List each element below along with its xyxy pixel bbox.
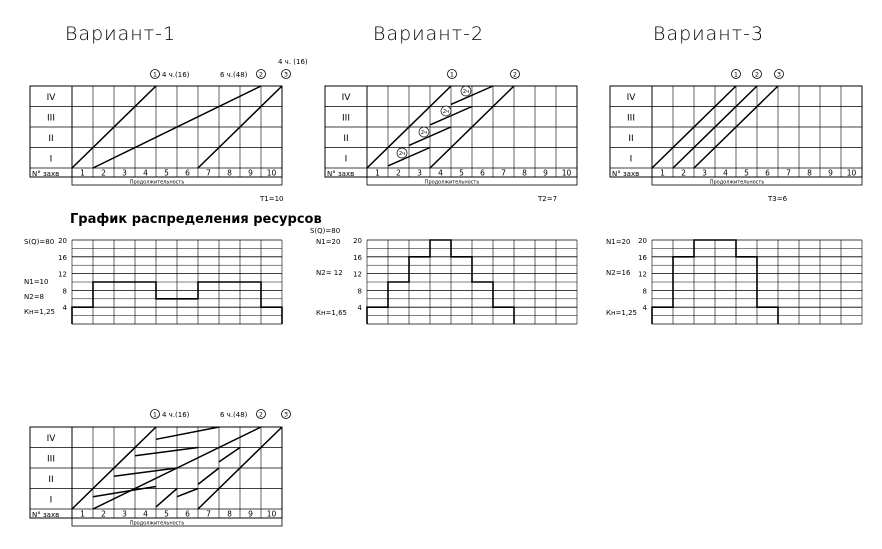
day-number: 7 [501, 168, 506, 178]
v1-stream-2-marker: 2 [258, 70, 264, 79]
day-number: 9 [248, 168, 253, 178]
duration-label: Продолжительность [709, 179, 765, 186]
v2-total-labor: S(Q)=80 [310, 227, 341, 235]
footer-label: N° захв [612, 170, 640, 178]
v1-total-labor: S(Q)=80 [24, 238, 55, 246]
resource-tick-label: 16 [638, 253, 647, 262]
day-number: 4 [143, 168, 148, 178]
variant-2-schedule [325, 86, 577, 186]
resource-tick-label: 4 [62, 304, 67, 313]
resource-tick-label: 20 [638, 237, 647, 245]
resource-tick-label: 4 [642, 304, 647, 313]
day-number: 3 [122, 509, 127, 519]
v1-note-second: 6 ч.(48) [220, 71, 248, 79]
v2-n1: N1=20 [316, 238, 341, 246]
day-number: 8 [807, 168, 812, 178]
resource-tick-label: 8 [357, 287, 362, 296]
v1-stream-1-marker: 1 [152, 70, 158, 79]
row-label: III [342, 113, 350, 124]
v2-crew-mark: 2ч [442, 109, 450, 115]
flow-line [156, 427, 219, 439]
v1-kn: Кн=1,25 [24, 308, 55, 316]
day-number: 6 [480, 168, 485, 178]
v3-n2: N2=16 [606, 269, 631, 277]
row-label: I [629, 154, 633, 165]
row-label: III [47, 113, 55, 124]
day-number: 8 [522, 168, 527, 178]
day-number: 5 [459, 168, 464, 178]
day-number: 9 [248, 509, 253, 519]
day-number: 5 [164, 168, 169, 178]
resource-tick-label: 16 [353, 253, 362, 262]
day-number: 5 [744, 168, 749, 178]
day-number: 3 [122, 168, 127, 178]
v3-kn: Кн=1,25 [606, 309, 637, 317]
v2-n2: N2= 12 [316, 269, 343, 277]
v1-note-first: 4 ч.(16) [162, 71, 190, 79]
footer-label: N° захв [32, 170, 60, 178]
footer-label: N° захв [327, 170, 355, 178]
v2-crew-mark: 2ч [420, 130, 428, 136]
flow-line [93, 486, 156, 496]
c-stream-3-marker: 3 [283, 410, 289, 419]
c-note-second: 6 ч.(48) [220, 411, 248, 419]
v2-total-duration: Т2=7 [538, 195, 558, 203]
resource-tick-label: 16 [58, 253, 67, 262]
flow-line [156, 489, 177, 507]
resource-tick-label: 12 [353, 270, 362, 279]
day-number: 2 [101, 509, 106, 519]
row-label: IV [341, 93, 351, 103]
v3-stream-3-marker: 3 [776, 70, 782, 79]
footer-label: N° захв [32, 511, 60, 519]
v2-stream-2-marker: 2 [512, 70, 518, 79]
resource-tick-label: 4 [357, 304, 362, 313]
v3-stream-2-marker: 2 [754, 70, 760, 79]
duration-label: Продолжительность [129, 520, 185, 527]
duration-label: Продолжительность [424, 179, 480, 186]
resource-tick-label: 20 [58, 237, 67, 245]
resource-chart-heading: График распределения ресурсов [70, 212, 322, 227]
day-number: 1 [660, 168, 665, 178]
day-number: 10 [846, 168, 857, 178]
v3-n1: N1=20 [606, 238, 631, 246]
row-label: III [47, 454, 55, 465]
resource-tick-label: 12 [58, 270, 67, 279]
day-number: 6 [185, 509, 190, 519]
day-number: 4 [438, 168, 443, 178]
v1-n1: N1=10 [24, 278, 49, 286]
day-number: 3 [417, 168, 422, 178]
variant-3-resource-labels [606, 238, 637, 317]
c-stream-2-marker: 2 [258, 410, 264, 419]
v2-crew-mark: 2ч [462, 89, 470, 95]
v1-n2: N2=8 [24, 293, 45, 301]
row-label: I [344, 154, 348, 165]
combined-annotations [151, 410, 291, 420]
flow-line [198, 468, 219, 484]
row-label: IV [46, 93, 56, 103]
row-label: I [49, 495, 53, 506]
variant-3-schedule [610, 86, 862, 186]
row-label: II [48, 134, 54, 144]
variant-2-resource-labels [310, 227, 347, 317]
resource-tick-label: 8 [62, 287, 67, 296]
row-label: I [49, 154, 53, 165]
variant-2-resource-chart [353, 237, 577, 324]
day-number: 6 [185, 168, 190, 178]
v2-kn: Кн=1,65 [316, 309, 347, 317]
variant-1-resource-labels [24, 238, 55, 316]
v3-total-duration: Т3=6 [768, 195, 788, 203]
c-stream-1-marker: 1 [152, 410, 158, 419]
v1-total-duration: Т1=10 [260, 195, 284, 203]
day-number: 1 [80, 509, 85, 519]
variant-1-resource-chart [58, 237, 282, 324]
day-number: 8 [227, 168, 232, 178]
row-label: II [628, 134, 634, 144]
day-number: 7 [206, 509, 211, 519]
row-label: IV [626, 93, 636, 103]
day-number: 7 [206, 168, 211, 178]
day-number: 5 [164, 509, 169, 519]
duration-label: Продолжительность [129, 179, 185, 186]
day-number: 4 [143, 509, 148, 519]
day-number: 2 [396, 168, 401, 178]
variant-1-schedule [30, 86, 282, 186]
day-number: 9 [828, 168, 833, 178]
day-number: 10 [266, 168, 277, 178]
day-number: 1 [375, 168, 380, 178]
day-number: 1 [80, 168, 85, 178]
day-number: 2 [681, 168, 686, 178]
v2-crew-mark: 2ч [398, 151, 406, 157]
day-number: 7 [786, 168, 791, 178]
combined-schedule [30, 427, 282, 527]
flow-line [219, 448, 240, 462]
resource-tick-label: 8 [642, 287, 647, 296]
resource-tick-label: 12 [638, 270, 647, 279]
c-note-first: 4 ч.(16) [162, 411, 190, 419]
variant-3-resource-chart [638, 237, 862, 324]
variant-2-title: Вариант-2 [373, 23, 485, 45]
day-number: 10 [266, 509, 277, 519]
row-label: II [48, 475, 54, 485]
v1-note-third: 4 ч. (16) [278, 58, 308, 66]
day-number: 8 [227, 509, 232, 519]
day-number: 3 [702, 168, 707, 178]
day-number: 4 [723, 168, 728, 178]
day-number: 2 [101, 168, 106, 178]
v2-stream-1-marker: 1 [449, 70, 455, 79]
resource-tick-label: 20 [353, 237, 362, 245]
day-number: 9 [543, 168, 548, 178]
flow-line [135, 448, 198, 456]
row-label: III [627, 113, 635, 124]
variant-3-title: Вариант-3 [653, 23, 765, 45]
day-number: 10 [561, 168, 572, 178]
variant-1-title: Вариант-1 [65, 23, 177, 45]
v3-stream-1-marker: 1 [733, 70, 739, 79]
v1-stream-3-marker: 3 [283, 70, 289, 79]
day-number: 6 [765, 168, 770, 178]
row-label: IV [46, 434, 56, 444]
row-label: II [343, 134, 349, 144]
flow-line [177, 489, 198, 497]
